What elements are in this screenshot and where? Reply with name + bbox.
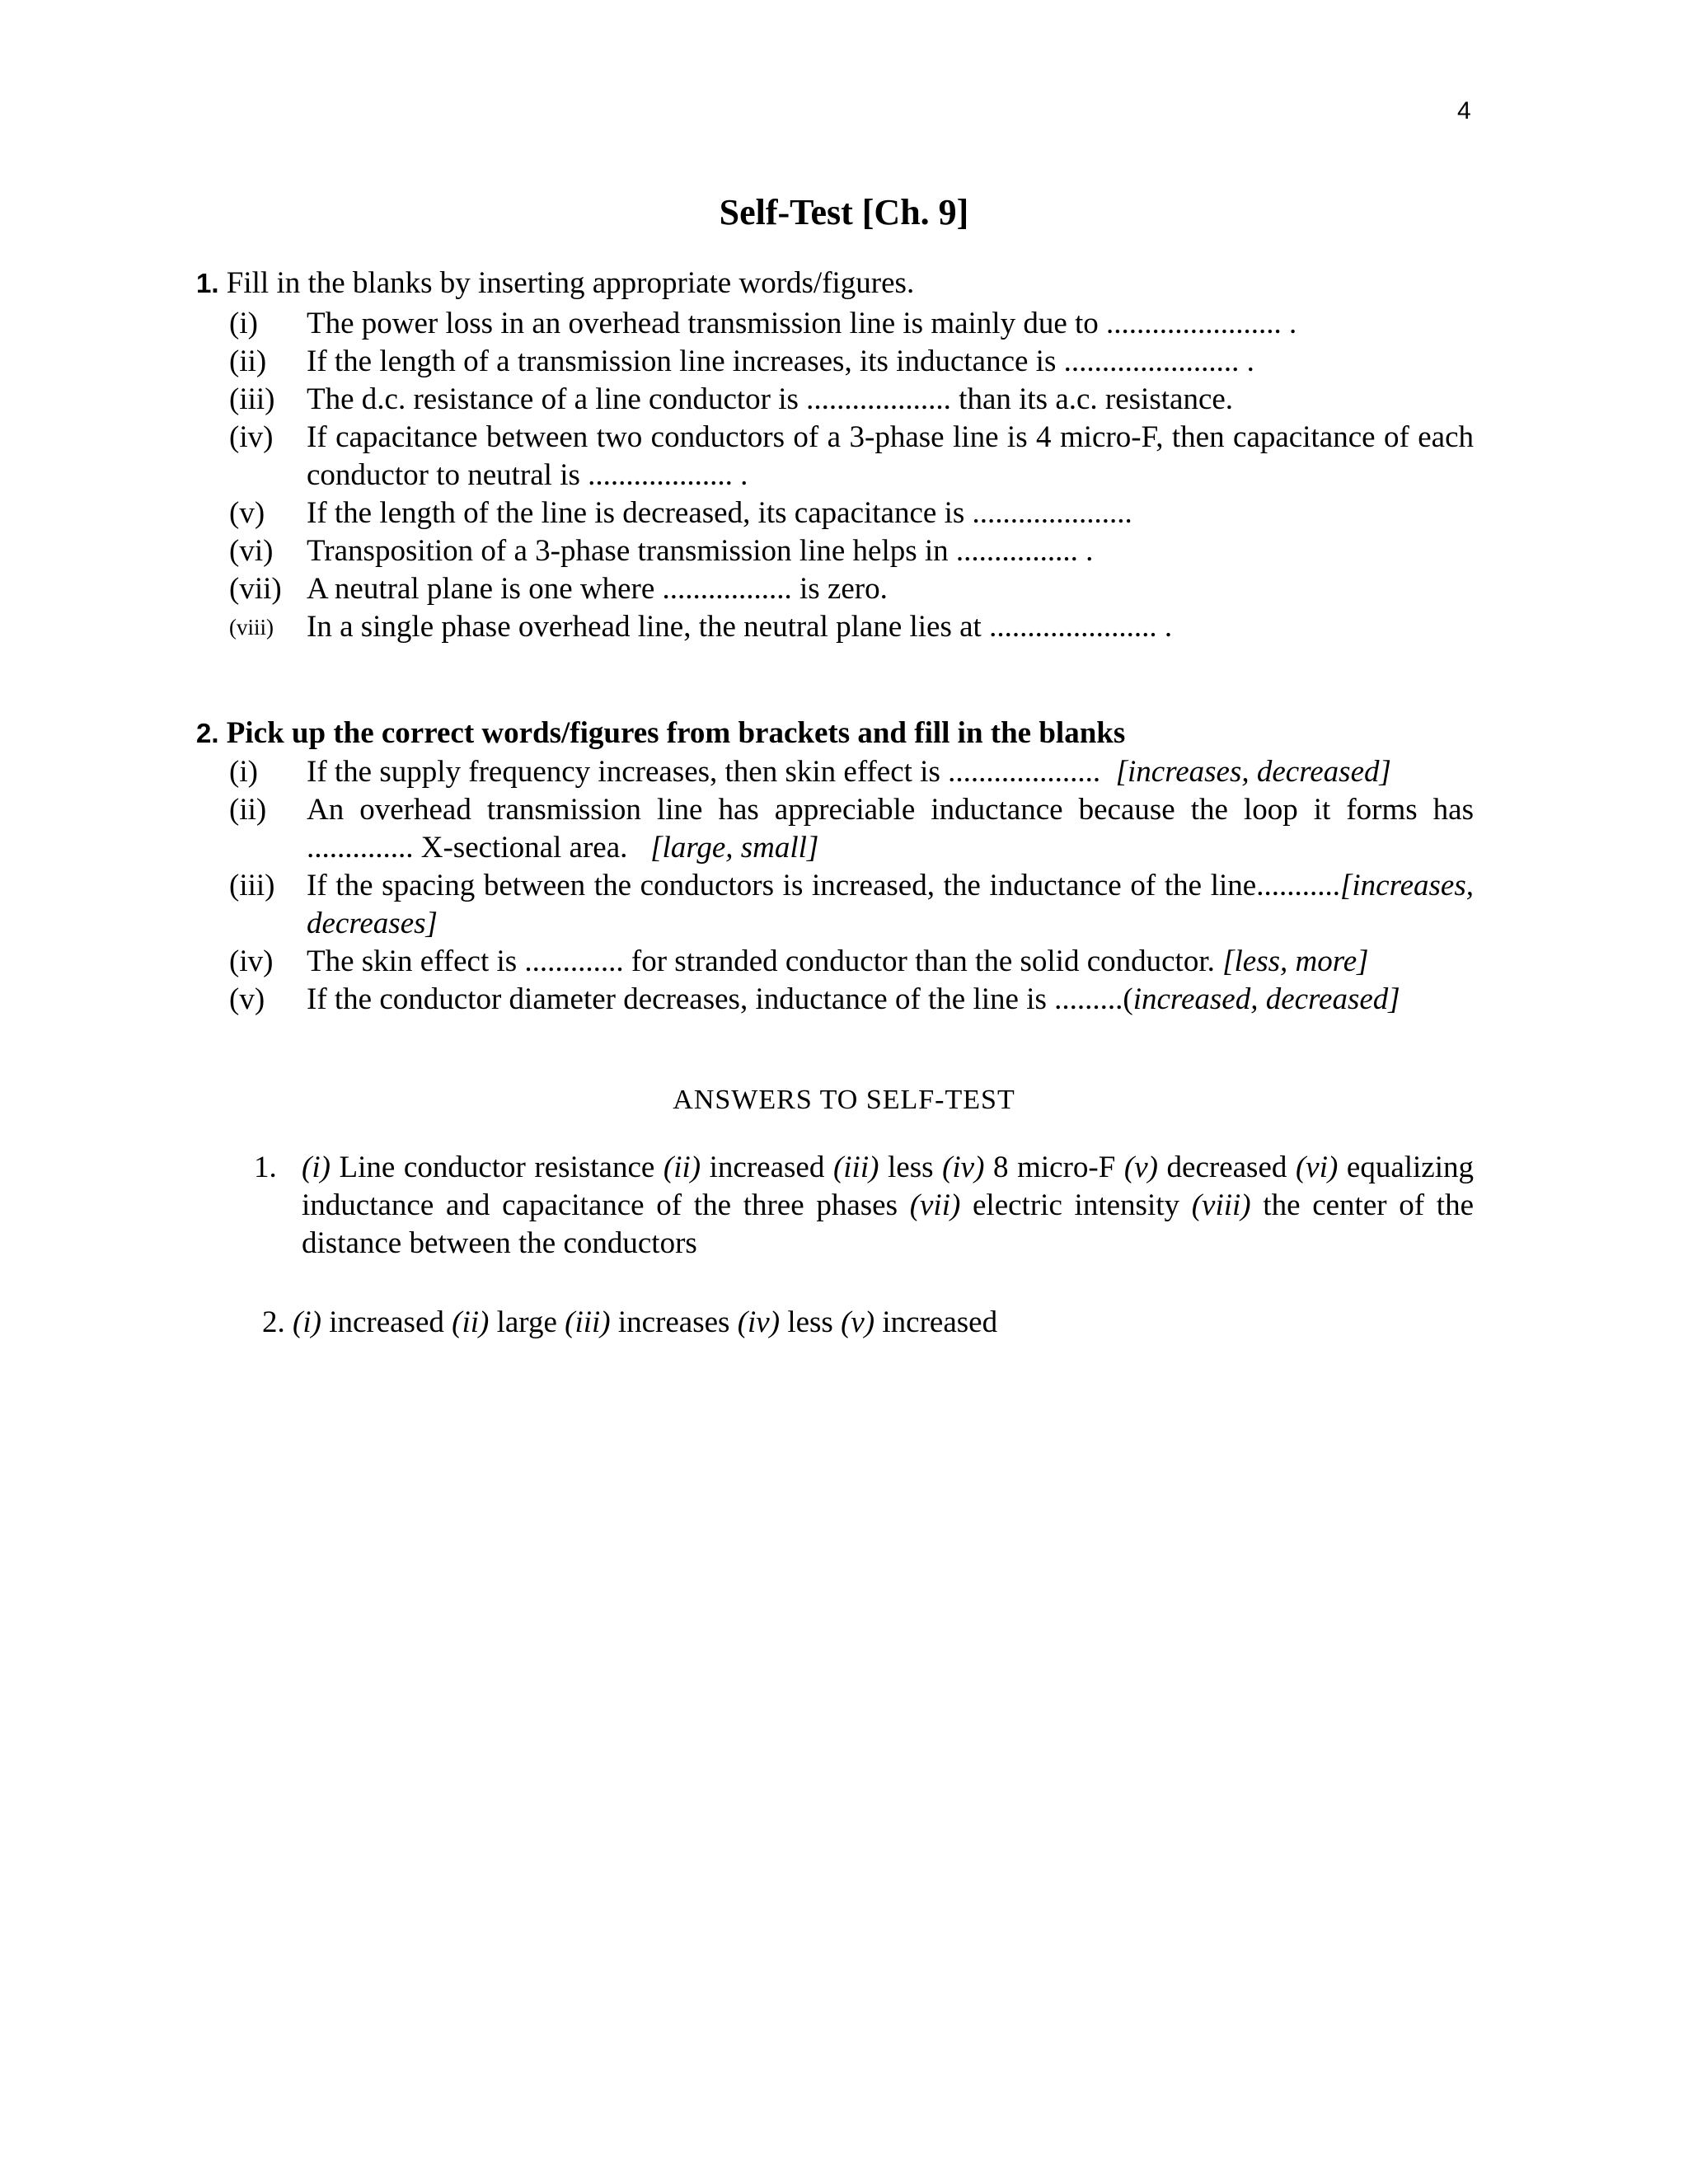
question-2-heading [196,715,1125,752]
answer-part-label: (ii) [663,1151,701,1184]
question-1-instruction: Fill in the blanks by inserting appropriate words/figures. [226,266,915,300]
answer-part-label: (i) [302,1151,331,1184]
answer-part-label: (iii) [832,1151,879,1184]
item-text: If the length of a transmission line increases, its inductance is ....................... . [307,344,1254,378]
list-item [229,494,1474,532]
list-item [229,791,1474,867]
item-options: [less, more] [1222,944,1369,978]
question-2-instruction: Pick up the correct words/figures from brackets and fill in the blanks [226,716,1126,750]
answer-2-number: 2. [262,1305,285,1339]
item-statement: An overhead transmission line has appreciable inductance because the loop it forms has .............. X-sectional area. [307,793,1474,865]
answer-part-label: (iii) [565,1305,611,1339]
answer-part-text: less [879,1151,943,1184]
question-1-items [229,305,1474,646]
item-statement: The skin effect is ............. for stranded conductor than the solid conductor. [307,944,1215,978]
list-item [229,753,1474,791]
item-statement: If the conductor diameter decreases, inductance of the line is .........( [307,982,1133,1016]
question-1-heading [196,265,914,302]
item-numeral: (vii) [229,572,282,606]
item-text: If the length of the line is decreased, its capacitance is ..................... [307,496,1132,530]
list-item [229,419,1474,494]
item-numeral: (iii) [229,869,275,902]
item-text: If capacitance between two conductors of a 3-phase line is 4 micro-F, then capacitance of each conductor to neutral is ................... . [307,420,1474,492]
answer-part-label: (v) [841,1305,875,1339]
item-options: [large, small] [650,831,819,865]
list-item [229,570,1474,608]
list-item [229,608,1474,646]
answer-part-text: increased [321,1305,452,1339]
answer-part-text: 8 micro-F [984,1151,1124,1184]
item-numeral: (v) [229,496,265,530]
item-text: Transposition of a 3-phase transmission line helps in ................ . [307,534,1094,568]
item-numeral: (iv) [229,420,274,454]
page-number: 4 [1457,97,1471,124]
answer-part-text: increased [874,1305,998,1339]
answer-1 [254,1149,1474,1263]
item-numeral: (i) [229,755,258,789]
answer-part-text: electric intensity [960,1188,1192,1222]
page-title: Self-Test [Ch. 9] [719,192,969,232]
answer-part-text: decreased [1157,1151,1296,1184]
item-options: [increases, decreased] [1115,755,1391,789]
list-item [229,381,1474,419]
item-text [307,981,1474,1019]
answers-heading: ANSWERS TO SELF-TEST [673,1085,1015,1115]
answer-1-number: 1. [254,1151,277,1184]
answer-part-text: increased [701,1151,833,1184]
item-numeral: (iii) [229,382,275,416]
item-text: The d.c. resistance of a line conductor is ................... than its a.c. resistance. [307,382,1234,416]
item-text: The power loss in an overhead transmission line is mainly due to ....................... . [307,307,1297,340]
item-numeral: (viii) [229,615,274,640]
item-text: A neutral plane is one where ................. is zero. [307,572,888,606]
list-item [229,532,1474,570]
answer-part-text: less [780,1305,842,1339]
question-1-number: 1. [196,268,219,298]
answer-part-label: (v) [1123,1151,1158,1184]
item-statement: If the supply frequency increases, then skin effect is .................... [307,755,1101,789]
list-item [229,943,1474,981]
answer-part-text: equalizing inductance and capacitance of the three phases [302,1151,1474,1222]
list-item [229,867,1474,943]
answer-2 [262,1304,997,1342]
answer-part-text: the center of the distance between the conductors [302,1188,1474,1260]
item-options: increased, decreased] [1132,982,1400,1016]
answer-1-text [302,1149,1474,1263]
answer-part-text: large [489,1305,565,1339]
answer-part-label: (iv) [942,1151,985,1184]
answer-part-label: (ii) [452,1305,490,1339]
item-text: In a single phase overhead line, the neutral plane lies at ...................... . [307,610,1173,644]
item-text [307,943,1474,981]
question-2-number: 2. [196,718,219,748]
list-item [229,981,1474,1019]
item-text [307,791,1474,867]
item-numeral: (ii) [229,344,267,378]
answer-part-label: (i) [293,1305,321,1339]
answer-part-text: increases [610,1305,738,1339]
answer-part-label: (iv) [737,1305,781,1339]
item-options: [increases, decreases] [307,869,1474,940]
answer-part-label: (viii) [1191,1188,1251,1222]
item-numeral: (vi) [229,534,274,568]
item-numeral: (ii) [229,793,267,827]
item-numeral: (iv) [229,944,274,978]
question-2-items [229,753,1474,1019]
item-text [307,867,1474,943]
list-item [229,305,1474,343]
answer-part-text: Line conductor resistance [330,1151,663,1184]
answer-part-label: (vi) [1295,1151,1339,1184]
item-numeral: (v) [229,982,265,1016]
item-numeral: (i) [229,307,258,340]
list-item [229,343,1474,381]
answer-part-label: (vii) [909,1188,961,1222]
item-statement: If the spacing between the conductors is increased, the inductance of the line........... [307,869,1340,902]
item-text [307,753,1474,791]
